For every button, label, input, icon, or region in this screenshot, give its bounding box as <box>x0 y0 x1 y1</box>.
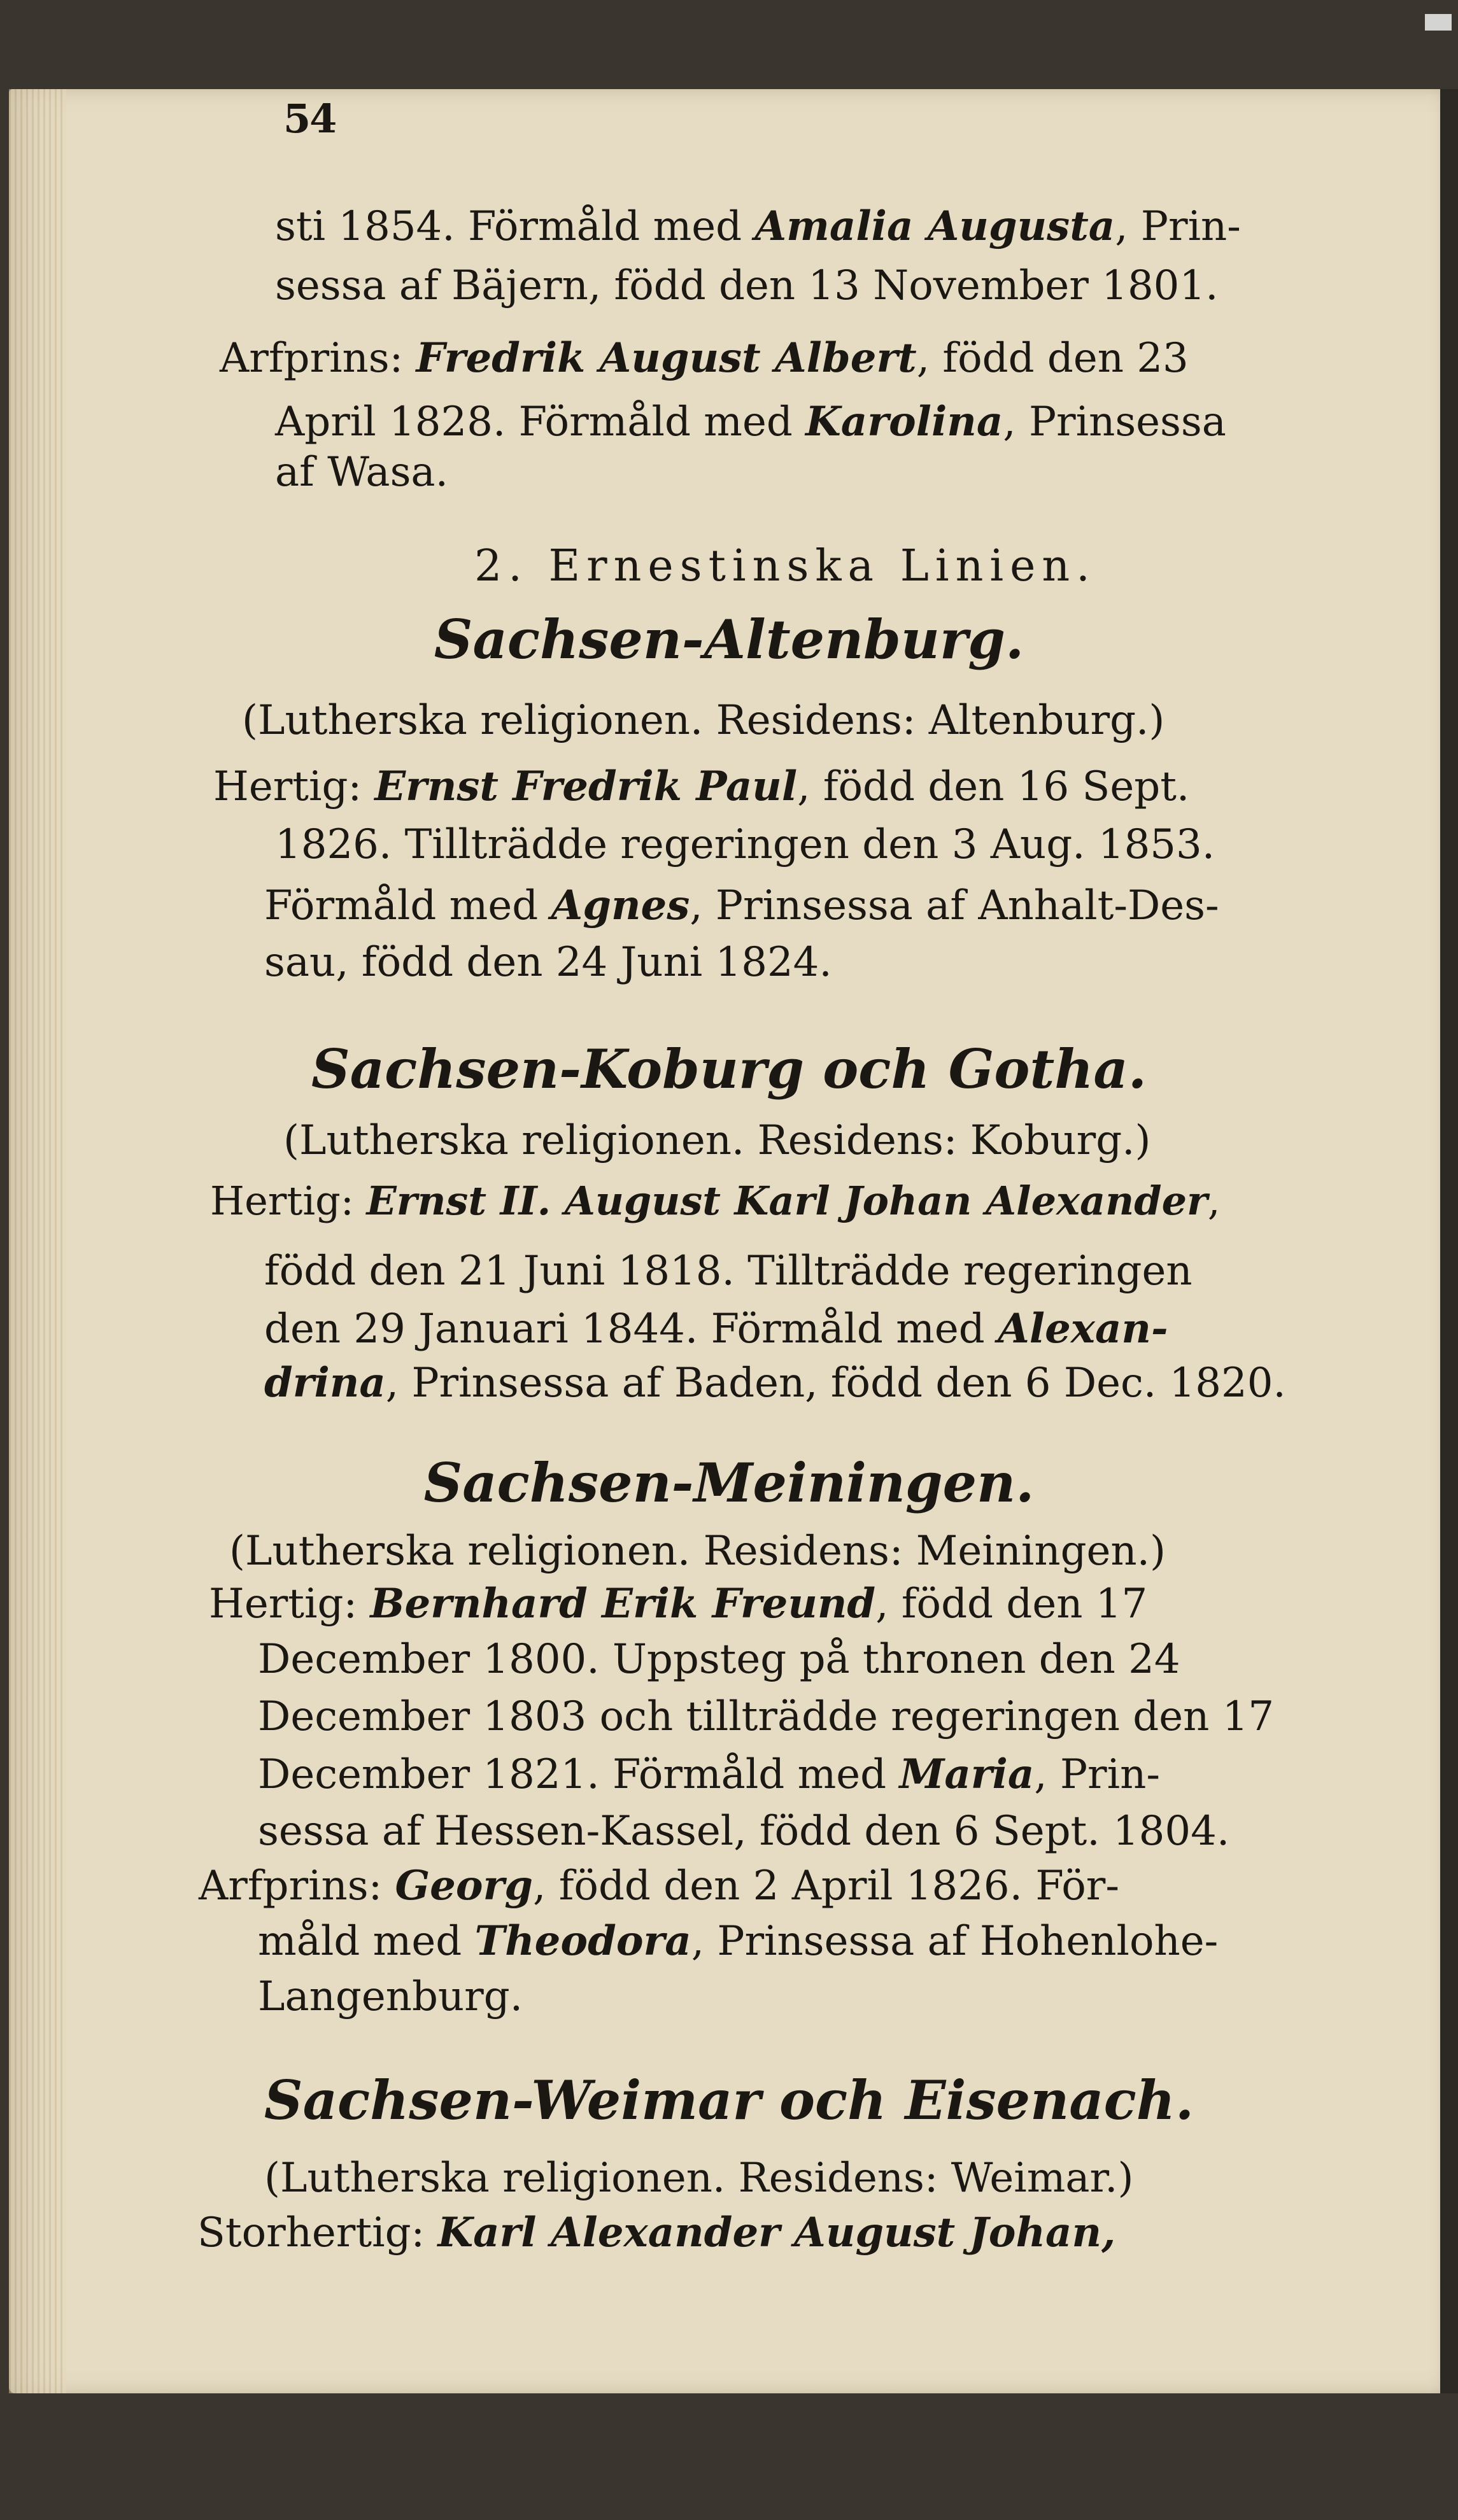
text-line: December 1800. Uppsteg på thronen den 24 <box>258 1636 1180 1683</box>
text: , Prin- <box>1034 1751 1160 1798</box>
text-line <box>213 763 1189 810</box>
text-line <box>220 334 1189 382</box>
text: April 1828. Förmåld med <box>275 398 806 446</box>
name-text: Fredrik August Albert <box>416 334 917 382</box>
text-line <box>275 398 1226 446</box>
text-line: af Wasa. <box>275 449 448 496</box>
heading-meiningen: Sachsen-Meiningen. <box>423 1451 1035 1514</box>
text-line <box>199 1862 1119 1910</box>
name-text: Bernhard Erik Freund <box>370 1580 876 1628</box>
text-line <box>258 1750 1160 1798</box>
text-line <box>209 1580 1147 1628</box>
name-text: Karl Alexander August Johan, <box>437 2209 1116 2256</box>
text: , Prinsessa af Hohenlohe- <box>691 1918 1219 1965</box>
text: , född den 23 <box>916 335 1189 382</box>
name-text: Amalia Augusta <box>754 202 1115 250</box>
text-line <box>275 202 1241 250</box>
text: , Prinsessa af Baden, född den 6 Dec. 1820. <box>385 1360 1286 1407</box>
book-gutter <box>9 89 66 2393</box>
text-line: (Lutherska religionen. Residens: Weimar.) <box>264 2155 1134 2202</box>
text: , Prinsessa <box>1003 398 1226 446</box>
text-line <box>264 1359 1286 1407</box>
name-text: Agnes <box>551 882 690 929</box>
name-text: Alexan- <box>998 1305 1168 1353</box>
text: Arfprins: <box>220 335 416 382</box>
text-line: sessa af Bäjern, född den 13 November 1801. <box>275 262 1219 309</box>
text: , Prin- <box>1115 203 1241 250</box>
text-line: (Lutherska religionen. Residens: Altenburg.) <box>242 697 1165 744</box>
name-text: Ernst Fredrik Paul <box>374 763 798 810</box>
heading-koburg: Sachsen-Koburg och Gotha. <box>311 1038 1147 1101</box>
text-line: (Lutherska religionen. Residens: Koburg.) <box>283 1117 1151 1164</box>
scan-marker <box>1425 14 1452 31</box>
text: , född den 17 <box>875 1580 1148 1628</box>
text-line: 1826. Tillträdde regeringen den 3 Aug. 1853. <box>275 821 1215 868</box>
text: sti 1854. Förmåld med <box>275 203 755 250</box>
text: , född den 16 Sept. <box>797 763 1190 810</box>
text-line <box>258 1917 1218 1965</box>
heading-weimar: Sachsen-Weimar och Eisenach. <box>264 2069 1194 2132</box>
text-line <box>264 882 1219 929</box>
name-text: drina <box>264 1359 386 1407</box>
section-title: 2. Ernestinska Linien. <box>474 541 1096 591</box>
name-text: Maria <box>899 1750 1035 1798</box>
page-edge <box>1440 89 1458 2393</box>
text-line <box>197 2209 1115 2256</box>
text-line: sessa af Hessen-Kassel, född den 6 Sept. 1804. <box>258 1808 1230 1855</box>
text: , <box>1207 1178 1221 1224</box>
text-line <box>264 1305 1168 1353</box>
name-text: Theodora <box>474 1917 691 1965</box>
text: måld med <box>258 1918 475 1965</box>
text: December 1821. Förmåld med <box>258 1751 900 1798</box>
text: Hertig: <box>213 763 375 810</box>
text-line: sau, född den 24 Juni 1824. <box>264 939 832 986</box>
text: Hertig: <box>210 1178 367 1224</box>
name-text: Karolina <box>805 398 1003 446</box>
text-line <box>210 1178 1220 1224</box>
text: den 29 Januari 1844. Förmåld med <box>264 1306 998 1353</box>
text: Arfprins: <box>199 1862 395 1910</box>
text: Förmåld med <box>264 882 551 929</box>
name-text: Georg <box>395 1862 534 1910</box>
page-number: 54 <box>283 95 336 142</box>
name-text: Ernst II. August Karl Johan Alexander <box>366 1178 1208 1224</box>
text: Hertig: <box>209 1580 371 1628</box>
text-line: född den 21 Juni 1818. Tillträdde regeringen <box>264 1248 1193 1295</box>
text-line: December 1803 och tillträdde regeringen den 17 <box>258 1693 1275 1740</box>
text-line: Langenburg. <box>258 1973 523 2020</box>
heading-altenburg: Sachsen-Altenburg. <box>434 608 1024 671</box>
text: , Prinsessa af Anhalt-Des- <box>690 882 1219 929</box>
text-line: (Lutherska religionen. Residens: Meiningen.) <box>229 1528 1166 1575</box>
text: Storhertig: <box>197 2209 438 2256</box>
text: , född den 2 April 1826. För- <box>533 1862 1119 1910</box>
